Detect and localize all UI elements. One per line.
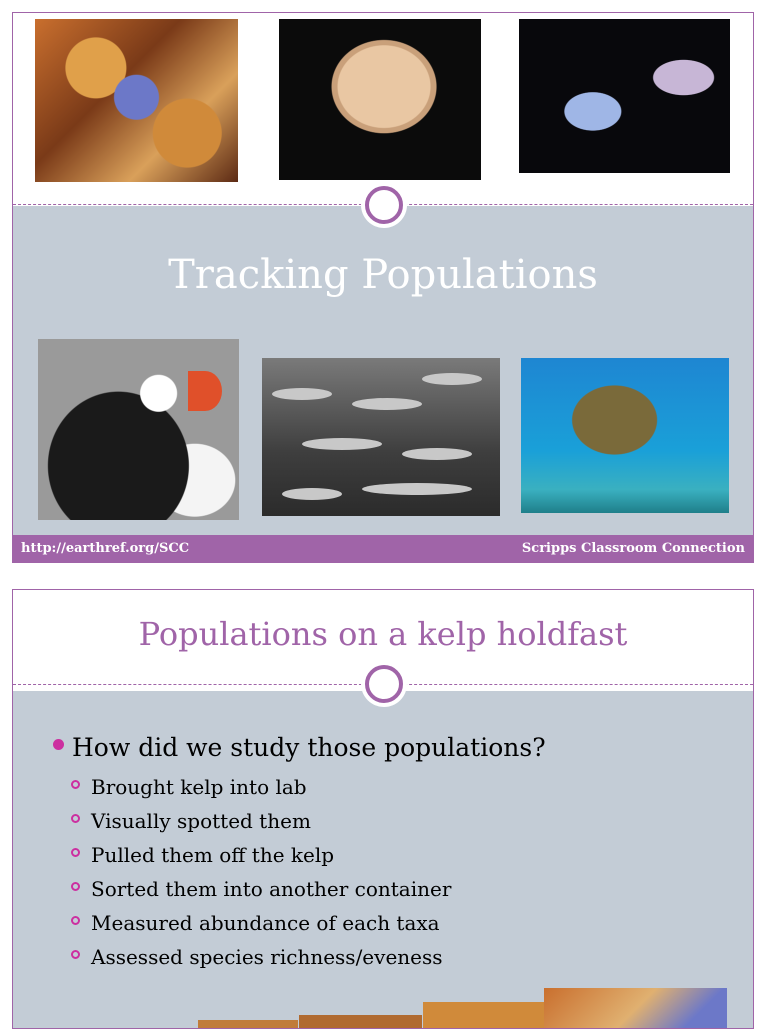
- ring-bullet-icon: [71, 916, 80, 925]
- list-item-text: Sorted them into another container: [91, 877, 452, 901]
- list-item-text: Visually spotted them: [91, 809, 311, 833]
- bristle-worm-image: [519, 19, 730, 173]
- holdfast-thumbnail: [198, 1020, 298, 1029]
- holdfast-thumbnail: [544, 988, 727, 1029]
- ring-bullet-icon: [71, 882, 80, 891]
- list-item-text: Brought kelp into lab: [91, 775, 307, 799]
- list-item: [71, 841, 451, 875]
- main-bullet-text: How did we study those populations?: [72, 733, 546, 762]
- list-item: [71, 943, 451, 977]
- brittle-star-image: [35, 19, 238, 182]
- ring-bullet-icon: [71, 780, 80, 789]
- circle-ornament-icon: [365, 665, 403, 703]
- holdfast-thumbnail: [423, 1002, 545, 1029]
- main-bullet: [53, 733, 546, 762]
- sub-bullet-list: [71, 773, 451, 977]
- slide-1: [12, 12, 754, 563]
- list-item: [71, 875, 451, 909]
- list-item: [71, 909, 451, 943]
- list-item: [71, 807, 451, 841]
- list-item-text: Assessed species richness/eveness: [91, 945, 443, 969]
- ring-bullet-icon: [71, 950, 80, 959]
- puffin-beak: [188, 371, 222, 411]
- bullet-dot-icon: [53, 739, 64, 750]
- sea-turtle-image: [521, 358, 729, 513]
- puffin-image: [38, 339, 239, 520]
- ring-bullet-icon: [71, 848, 80, 857]
- list-item-text: Measured abundance of each taxa: [91, 911, 440, 935]
- circle-ornament-icon: [365, 186, 403, 224]
- holdfast-thumbnail: [299, 1015, 422, 1029]
- fish-school-image: [262, 358, 500, 516]
- slide-footer: [13, 535, 753, 563]
- slide-2: [12, 589, 754, 1029]
- slide-title: Populations on a kelp holdfast: [138, 615, 628, 653]
- footer-brand: Scripps Classroom Connection: [521, 541, 745, 556]
- list-item: [71, 773, 451, 807]
- ring-bullet-icon: [71, 814, 80, 823]
- list-item-text: Pulled them off the kelp: [91, 843, 335, 867]
- amphipod-image: [279, 19, 481, 180]
- slide-title: Tracking Populations: [168, 252, 598, 298]
- footer-url: http://earthref.org/SCC: [21, 541, 190, 556]
